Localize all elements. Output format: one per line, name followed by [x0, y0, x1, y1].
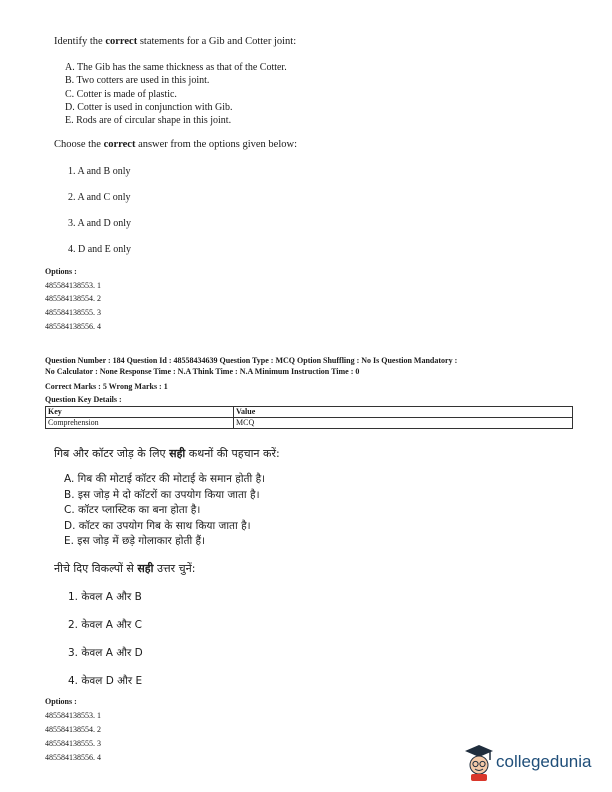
meta-line: Question Number : 184 Question Id : 48558434639 Question Type : MCQ Option Shuffling : No Is Question Mandatory :: [45, 356, 458, 365]
statement: C. कॉटर प्लास्टिक का बना होता है।: [64, 504, 201, 516]
table-header-cell: Key: [46, 407, 234, 418]
option-id: 485584138556. 4: [45, 322, 101, 331]
statement-list: [65, 61, 287, 127]
logo-text: collegedunia: [496, 752, 592, 771]
choose-instruction-hindi: नीचे दिए विकल्पों से सही उत्तर चुनें:: [54, 562, 196, 575]
answer-option: 2. A and C only: [68, 192, 131, 203]
answer-option: 3. केवल A और D: [68, 647, 143, 659]
question-intro-hindi: गिब और कॉटर जोड़ के लिए सही कथनों की पहचान करें:: [54, 447, 280, 460]
marks-line: Correct Marks : 5 Wrong Marks : 1: [45, 382, 168, 391]
option-id: 485584138554. 2: [45, 725, 101, 734]
statement: B. Two cotters are used in this joint.: [65, 75, 210, 87]
answer-option: 2. केवल A और C: [68, 619, 142, 631]
option-id: 485584138555. 3: [45, 308, 101, 317]
option-id: 485584138556. 4: [45, 753, 101, 762]
answer-option: 4. केवल D और E: [68, 675, 143, 687]
statement: E. Rods are of circular shape in this joint.: [65, 115, 232, 127]
table-cell: Comprehension: [46, 418, 234, 429]
statement: B. इस जोड़ मे दो कॉटरों का उपयोग किया जाता है।: [64, 488, 260, 501]
options-label: Options :: [45, 697, 77, 706]
statement: A. गिब की मोटाई कॉटर की मोटाई के समान होती है।: [64, 473, 266, 485]
graduate-mascot-icon: [462, 742, 496, 782]
key-details-table: [45, 406, 573, 429]
table-row: [46, 418, 573, 429]
statement: D. Cotter is used in conjunction with Gib.: [65, 101, 233, 113]
statement: A. The Gib has the same thickness as that of the Cotter.: [65, 62, 287, 73]
option-id: 485584138553. 1: [45, 281, 101, 290]
question-intro: Identify the correct statements for a Gib and Cotter joint:: [54, 36, 297, 47]
key-details-label: Question Key Details :: [45, 395, 122, 404]
meta-line: No Calculator : None Response Time : N.A Think Time : N.A Minimum Instruction Time : 0: [45, 367, 360, 376]
question-meta: [45, 355, 585, 377]
table-cell: MCQ: [234, 418, 573, 429]
option-id: 485584138555. 3: [45, 739, 101, 748]
option-id: 485584138554. 2: [45, 294, 101, 303]
statement: C. Cotter is made of plastic.: [65, 88, 177, 100]
options-label: Options :: [45, 267, 77, 276]
table-header-row: [46, 407, 573, 418]
answer-option: 1. केवल A और B: [68, 591, 142, 603]
table-header-cell: Value: [234, 407, 573, 418]
statement: D. कॉटर का उपयोग गिब के साथ किया जाता है।: [64, 519, 251, 532]
statement: E. इस जोड़ में छड़े गोलाकार होती हैं।: [64, 535, 206, 547]
option-id: 485584138553. 1: [45, 711, 101, 720]
answer-option: 4. D and E only: [68, 244, 132, 255]
answer-option: 3. A and D only: [68, 218, 132, 229]
statement-list-hindi: [64, 472, 265, 550]
collegedunia-logo: [462, 742, 612, 782]
answer-option: 1. A and B only: [68, 166, 131, 177]
choose-instruction: Choose the correct answer from the options given below:: [54, 139, 297, 150]
